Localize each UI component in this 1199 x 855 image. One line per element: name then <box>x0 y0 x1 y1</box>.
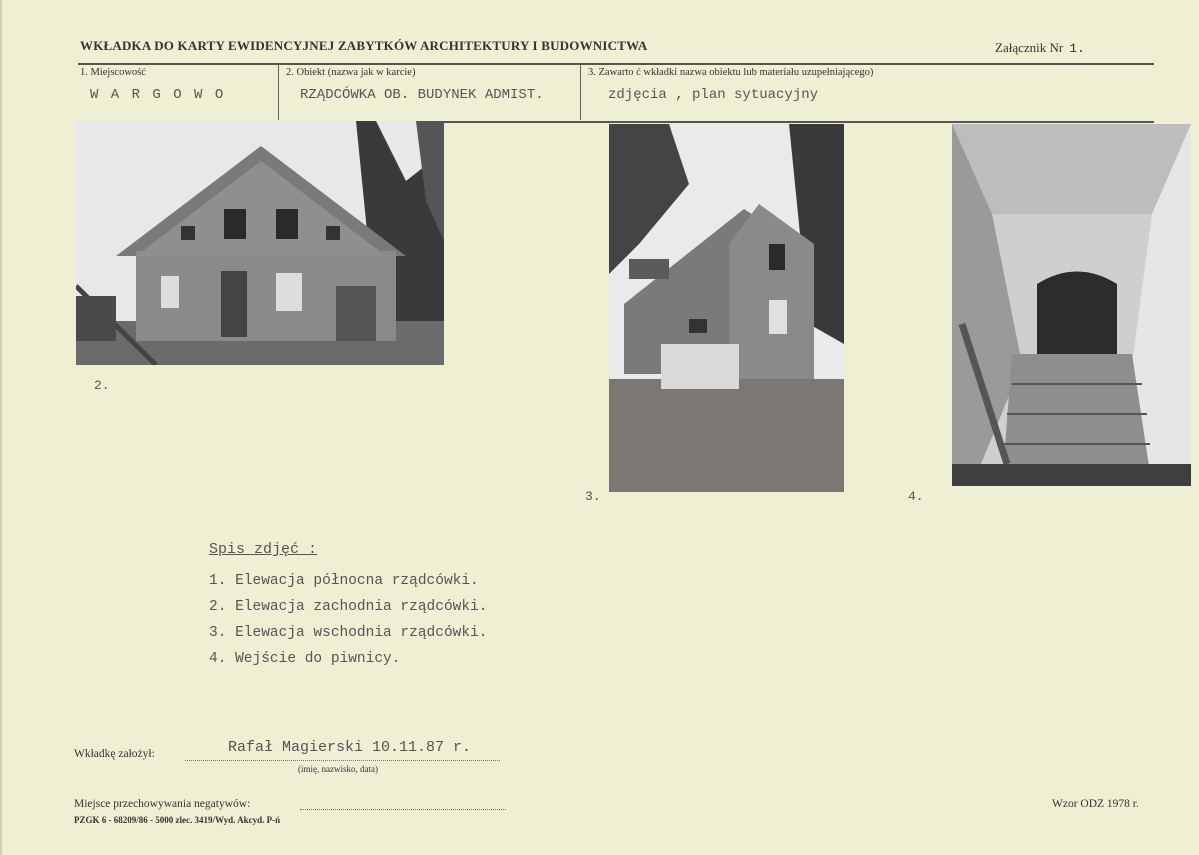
header-rule <box>78 63 1154 65</box>
object-value: RZĄDCÓWKA OB. BUDYNEK ADMIST. <box>300 87 544 103</box>
field-divider <box>580 65 581 120</box>
field-divider <box>278 65 279 120</box>
house-side-photo <box>609 124 844 492</box>
annex-number <box>995 40 1085 56</box>
created-by-value: Rafał Magierski 10.11.87 r. <box>228 739 472 756</box>
house-gable-photo <box>76 121 444 365</box>
list-item: 2. Elewacja zachodnia rządcówki. <box>209 599 488 615</box>
list-item: 1. Elewacja północna rządcówki. <box>209 573 479 589</box>
template-version: Wzor ODZ 1978 r. <box>1052 798 1139 810</box>
created-by-hint: (imię, nazwisko, data) <box>298 764 378 774</box>
negatives-line <box>300 796 506 810</box>
annex-label: Załącznik Nr <box>995 40 1064 55</box>
print-info: PZGK 6 - 68209/86 - 5000 zlec. 3419/Wyd. Akcyd. P-ń <box>74 815 281 825</box>
cellar-entrance-photo <box>952 124 1191 486</box>
locality-label: 1. Miejscowość <box>80 67 146 78</box>
object-label: 2. Obiekt (nazwa jak w karcie) <box>286 67 416 78</box>
list-item: 4. Wejście do piwnicy. <box>209 651 401 667</box>
created-by-label: Wkładkę założył: <box>74 748 155 760</box>
photo-list <box>209 573 487 677</box>
negatives-label: Miejsce przechowywania negatywów: <box>74 798 251 810</box>
photo-label: 2. <box>94 378 110 393</box>
photo-list-title: Spis zdjęć : <box>209 541 318 558</box>
contents-label: 3. Zawarto ć wkładki nazwa obiektu lub materiału uzupełniającego) <box>588 67 874 78</box>
photo-label: 4. <box>908 489 924 504</box>
photo-label: 3. <box>585 489 601 504</box>
contents-value: zdjęcia , plan sytuacyjny <box>608 87 819 103</box>
document-title: WKŁADKA DO KARTY EWIDENCYJNEJ ZABYTKÓW ARCHITEKTURY I BUDOWNICTWA <box>80 38 648 53</box>
list-item: 3. Elewacja wschodnia rządcówki. <box>209 625 488 641</box>
locality-value: W A R G O W O <box>90 87 226 103</box>
annex-value: 1. <box>1069 41 1085 56</box>
